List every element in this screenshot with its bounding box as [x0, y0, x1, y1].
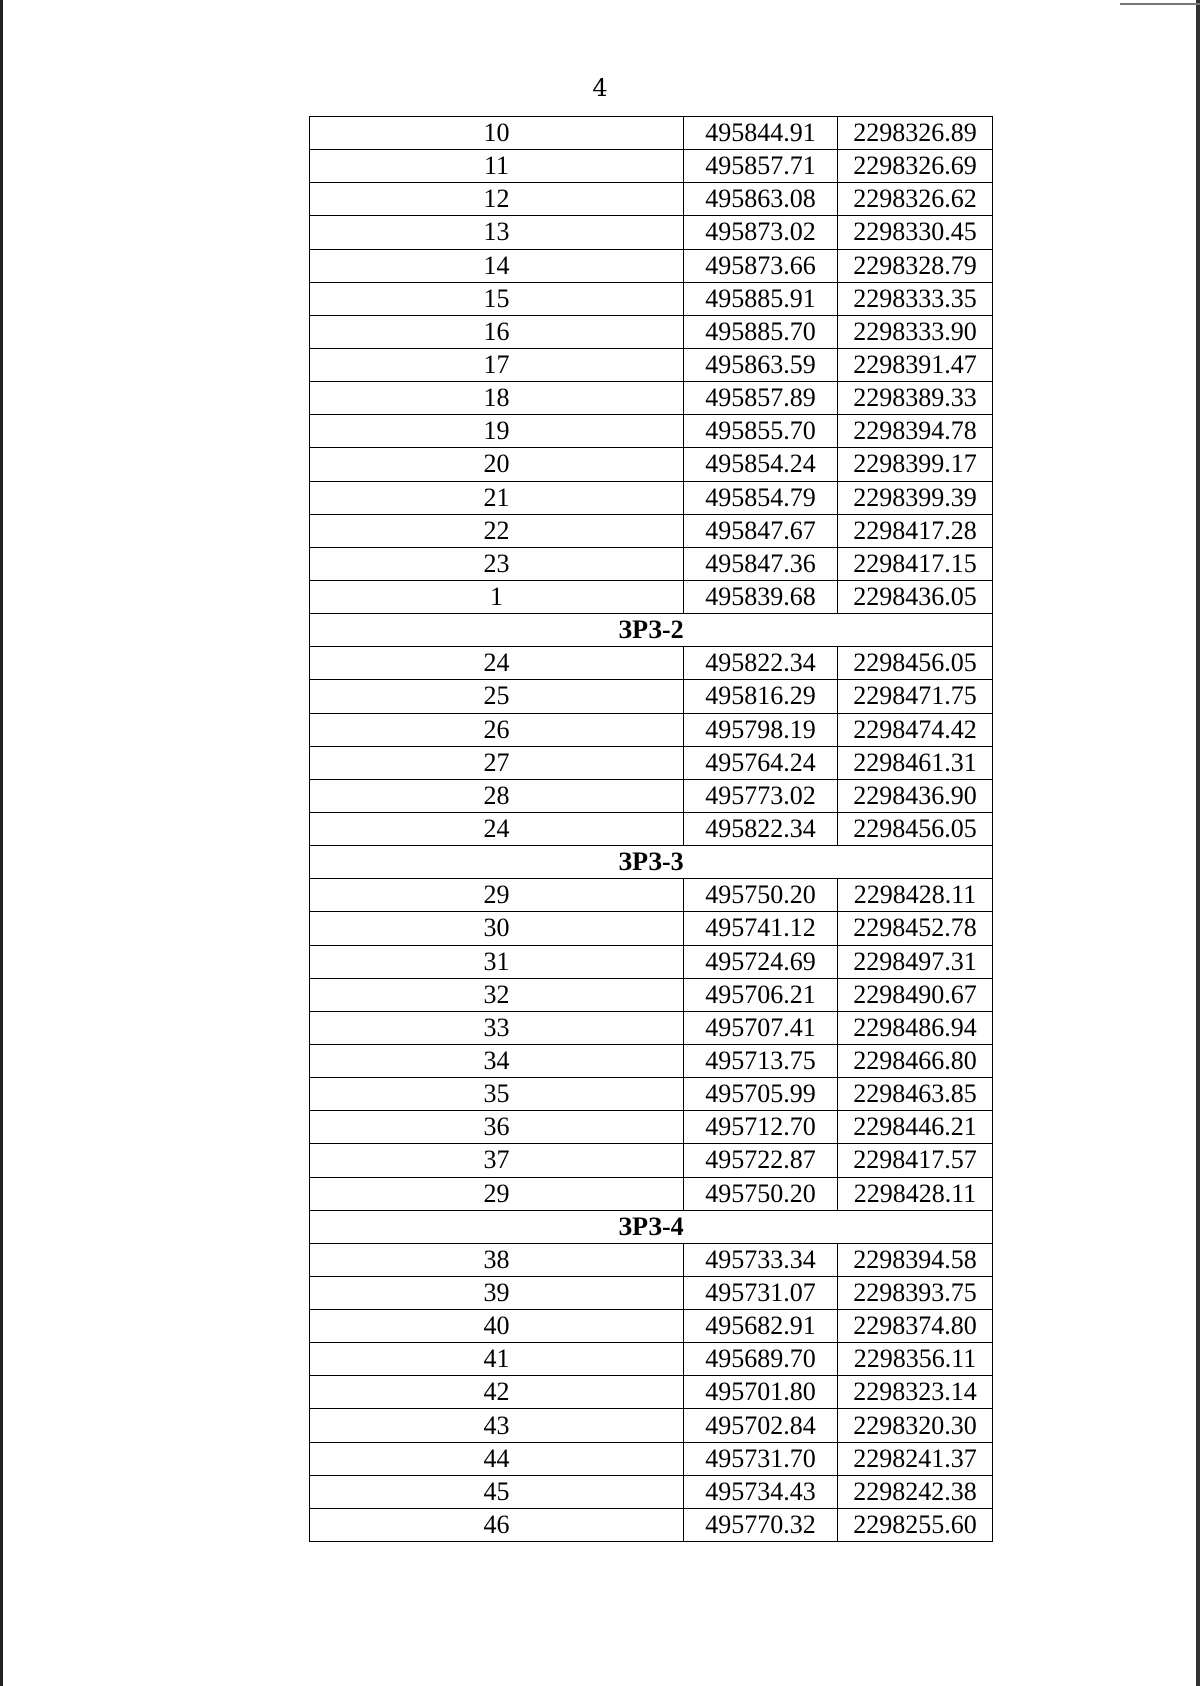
table-row [310, 912, 993, 945]
point-number-cell: 27 [310, 746, 684, 779]
point-number-cell: 36 [310, 1111, 684, 1144]
table-row [310, 580, 993, 613]
y-coordinate-cell: 2298333.35 [838, 282, 993, 315]
point-number-cell: 12 [310, 183, 684, 216]
y-coordinate-cell: 2298417.28 [838, 514, 993, 547]
table-row [310, 1343, 993, 1376]
table-row [310, 315, 993, 348]
table-row [310, 945, 993, 978]
table-row [310, 547, 993, 580]
point-number-cell: 19 [310, 415, 684, 448]
y-coordinate-cell: 2298497.31 [838, 945, 993, 978]
point-number-cell: 24 [310, 647, 684, 680]
y-coordinate-cell: 2298417.57 [838, 1144, 993, 1177]
point-number-cell: 25 [310, 680, 684, 713]
table-row [310, 879, 993, 912]
x-coordinate-cell: 495873.02 [684, 216, 838, 249]
y-coordinate-cell: 2298456.05 [838, 647, 993, 680]
y-coordinate-cell: 2298326.62 [838, 183, 993, 216]
x-coordinate-cell: 495847.67 [684, 514, 838, 547]
point-number-cell: 44 [310, 1442, 684, 1475]
y-coordinate-cell: 2298394.58 [838, 1243, 993, 1276]
table-row [310, 1011, 993, 1044]
x-coordinate-cell: 495822.34 [684, 647, 838, 680]
x-coordinate-cell: 495863.59 [684, 348, 838, 381]
table-row [310, 216, 993, 249]
table-row [310, 183, 993, 216]
y-coordinate-cell: 2298242.38 [838, 1475, 993, 1508]
x-coordinate-cell: 495731.70 [684, 1442, 838, 1475]
y-coordinate-cell: 2298417.15 [838, 547, 993, 580]
y-coordinate-cell: 2298436.05 [838, 580, 993, 613]
table-row [310, 713, 993, 746]
table-row [310, 1508, 993, 1541]
scan-edge-right [1196, 0, 1200, 1686]
point-number-cell: 15 [310, 282, 684, 315]
x-coordinate-cell: 495863.08 [684, 183, 838, 216]
table-row [310, 415, 993, 448]
x-coordinate-cell: 495855.70 [684, 415, 838, 448]
x-coordinate-cell: 495854.79 [684, 481, 838, 514]
point-number-cell: 11 [310, 150, 684, 183]
point-number-cell: 42 [310, 1376, 684, 1409]
table-row [310, 1276, 993, 1309]
y-coordinate-cell: 2298394.78 [838, 415, 993, 448]
y-coordinate-cell: 2298374.80 [838, 1310, 993, 1343]
point-number-cell: 38 [310, 1243, 684, 1276]
x-coordinate-cell: 495712.70 [684, 1111, 838, 1144]
table-row [310, 1475, 993, 1508]
section-label: ЗРЗ-3 [310, 846, 993, 879]
x-coordinate-cell: 495706.21 [684, 978, 838, 1011]
point-number-cell: 18 [310, 382, 684, 415]
y-coordinate-cell: 2298471.75 [838, 680, 993, 713]
point-number-cell: 20 [310, 448, 684, 481]
x-coordinate-cell: 495722.87 [684, 1144, 838, 1177]
point-number-cell: 16 [310, 315, 684, 348]
x-coordinate-cell: 495734.43 [684, 1475, 838, 1508]
x-coordinate-cell: 495707.41 [684, 1011, 838, 1044]
y-coordinate-cell: 2298330.45 [838, 216, 993, 249]
y-coordinate-cell: 2298399.17 [838, 448, 993, 481]
x-coordinate-cell: 495713.75 [684, 1044, 838, 1077]
x-coordinate-cell: 495724.69 [684, 945, 838, 978]
table-row [310, 647, 993, 680]
section-header-row [310, 1210, 993, 1243]
point-number-cell: 45 [310, 1475, 684, 1508]
table-row [310, 249, 993, 282]
x-coordinate-cell: 495764.24 [684, 746, 838, 779]
y-coordinate-cell: 2298452.78 [838, 912, 993, 945]
y-coordinate-cell: 2298389.33 [838, 382, 993, 415]
x-coordinate-cell: 495847.36 [684, 547, 838, 580]
table-row [310, 1044, 993, 1077]
point-number-cell: 35 [310, 1078, 684, 1111]
table-row [310, 282, 993, 315]
y-coordinate-cell: 2298391.47 [838, 348, 993, 381]
point-number-cell: 1 [310, 580, 684, 613]
table-row [310, 1243, 993, 1276]
point-number-cell: 33 [310, 1011, 684, 1044]
point-number-cell: 30 [310, 912, 684, 945]
y-coordinate-cell: 2298320.30 [838, 1409, 993, 1442]
point-number-cell: 32 [310, 978, 684, 1011]
point-number-cell: 39 [310, 1276, 684, 1309]
x-coordinate-cell: 495773.02 [684, 779, 838, 812]
scan-edge-left [0, 0, 3, 1686]
point-number-cell: 43 [310, 1409, 684, 1442]
x-coordinate-cell: 495770.32 [684, 1508, 838, 1541]
y-coordinate-cell: 2298333.90 [838, 315, 993, 348]
x-coordinate-cell: 495885.70 [684, 315, 838, 348]
point-number-cell: 37 [310, 1144, 684, 1177]
point-number-cell: 34 [310, 1044, 684, 1077]
table-row [310, 348, 993, 381]
coordinates-table-body [310, 117, 993, 1542]
x-coordinate-cell: 495873.66 [684, 249, 838, 282]
y-coordinate-cell: 2298428.11 [838, 879, 993, 912]
y-coordinate-cell: 2298399.39 [838, 481, 993, 514]
x-coordinate-cell: 495857.89 [684, 382, 838, 415]
x-coordinate-cell: 495844.91 [684, 117, 838, 150]
point-number-cell: 10 [310, 117, 684, 150]
y-coordinate-cell: 2298356.11 [838, 1343, 993, 1376]
y-coordinate-cell: 2298436.90 [838, 779, 993, 812]
table-row [310, 150, 993, 183]
y-coordinate-cell: 2298326.69 [838, 150, 993, 183]
table-row [310, 1310, 993, 1343]
x-coordinate-cell: 495822.34 [684, 812, 838, 845]
point-number-cell: 23 [310, 547, 684, 580]
point-number-cell: 31 [310, 945, 684, 978]
point-number-cell: 22 [310, 514, 684, 547]
point-number-cell: 40 [310, 1310, 684, 1343]
y-coordinate-cell: 2298474.42 [838, 713, 993, 746]
section-header-row [310, 614, 993, 647]
x-coordinate-cell: 495854.24 [684, 448, 838, 481]
y-coordinate-cell: 2298255.60 [838, 1508, 993, 1541]
x-coordinate-cell: 495701.80 [684, 1376, 838, 1409]
point-number-cell: 46 [310, 1508, 684, 1541]
x-coordinate-cell: 495733.34 [684, 1243, 838, 1276]
x-coordinate-cell: 495702.84 [684, 1409, 838, 1442]
y-coordinate-cell: 2298456.05 [838, 812, 993, 845]
x-coordinate-cell: 495682.91 [684, 1310, 838, 1343]
point-number-cell: 13 [310, 216, 684, 249]
table-row [310, 514, 993, 547]
section-header-row [310, 846, 993, 879]
y-coordinate-cell: 2298326.89 [838, 117, 993, 150]
x-coordinate-cell: 495816.29 [684, 680, 838, 713]
x-coordinate-cell: 495885.91 [684, 282, 838, 315]
point-number-cell: 24 [310, 812, 684, 845]
table-row [310, 382, 993, 415]
y-coordinate-cell: 2298446.21 [838, 1111, 993, 1144]
table-row [310, 1376, 993, 1409]
table-row [310, 1409, 993, 1442]
point-number-cell: 26 [310, 713, 684, 746]
table-row [310, 978, 993, 1011]
y-coordinate-cell: 2298328.79 [838, 249, 993, 282]
table-row [310, 1177, 993, 1210]
coordinates-table [309, 116, 993, 1542]
table-row [310, 117, 993, 150]
table-row [310, 746, 993, 779]
y-coordinate-cell: 2298463.85 [838, 1078, 993, 1111]
point-number-cell: 29 [310, 879, 684, 912]
table-row [310, 448, 993, 481]
x-coordinate-cell: 495798.19 [684, 713, 838, 746]
x-coordinate-cell: 495741.12 [684, 912, 838, 945]
y-coordinate-cell: 2298323.14 [838, 1376, 993, 1409]
x-coordinate-cell: 495839.68 [684, 580, 838, 613]
table-row [310, 481, 993, 514]
y-coordinate-cell: 2298241.37 [838, 1442, 993, 1475]
table-row [310, 779, 993, 812]
section-label: ЗРЗ-4 [310, 1210, 993, 1243]
table-row [310, 1442, 993, 1475]
table-row [310, 812, 993, 845]
y-coordinate-cell: 2298428.11 [838, 1177, 993, 1210]
scan-edge-top [1120, 3, 1200, 5]
x-coordinate-cell: 495750.20 [684, 1177, 838, 1210]
x-coordinate-cell: 495731.07 [684, 1276, 838, 1309]
point-number-cell: 21 [310, 481, 684, 514]
page-number: 4 [592, 74, 608, 102]
y-coordinate-cell: 2298393.75 [838, 1276, 993, 1309]
y-coordinate-cell: 2298461.31 [838, 746, 993, 779]
x-coordinate-cell: 495705.99 [684, 1078, 838, 1111]
table-row [310, 1144, 993, 1177]
x-coordinate-cell: 495750.20 [684, 879, 838, 912]
point-number-cell: 41 [310, 1343, 684, 1376]
point-number-cell: 17 [310, 348, 684, 381]
table-row [310, 680, 993, 713]
x-coordinate-cell: 495857.71 [684, 150, 838, 183]
point-number-cell: 28 [310, 779, 684, 812]
section-label: ЗРЗ-2 [310, 614, 993, 647]
y-coordinate-cell: 2298490.67 [838, 978, 993, 1011]
table-row [310, 1078, 993, 1111]
x-coordinate-cell: 495689.70 [684, 1343, 838, 1376]
point-number-cell: 14 [310, 249, 684, 282]
table-row [310, 1111, 993, 1144]
y-coordinate-cell: 2298486.94 [838, 1011, 993, 1044]
point-number-cell: 29 [310, 1177, 684, 1210]
y-coordinate-cell: 2298466.80 [838, 1044, 993, 1077]
